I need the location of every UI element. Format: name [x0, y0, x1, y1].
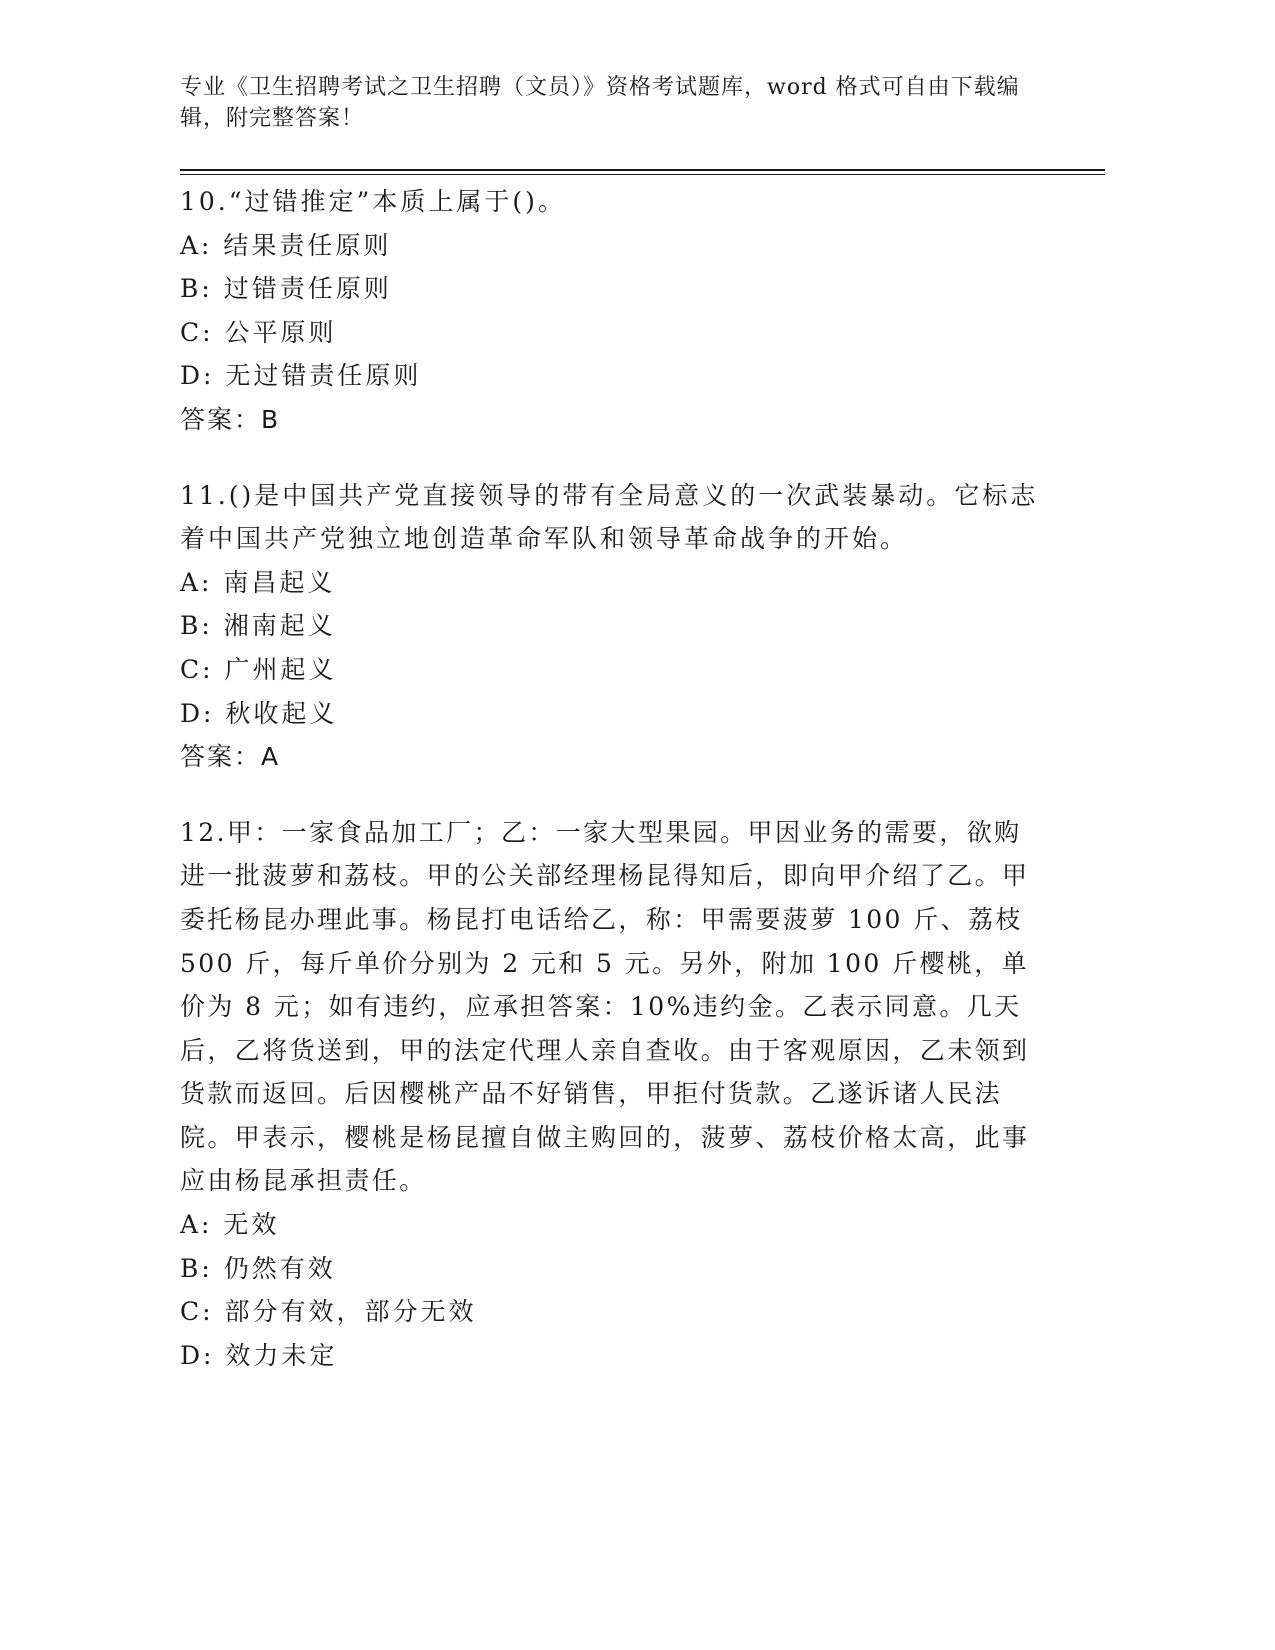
option-c: C: 广州起义: [180, 654, 337, 684]
option-a: A: 结果责任原则: [180, 230, 392, 260]
option-b: B: 湘南起义: [180, 611, 336, 641]
question-list: [180, 180, 1040, 1409]
option-d: D: 效力未定: [180, 1340, 338, 1370]
option-d: D: 无过错责任原则: [180, 361, 422, 391]
question-text: 12.甲：一家食品加工厂；乙：一家大型果园。甲因业务的需要，欲购进一批菠萝和荔枝。甲的公关部经理杨昆得知后，即向甲介绍了乙。甲委托杨昆办理此事。杨昆打电话给乙，称：甲需要菠萝 100 斤、荔枝 500 斤，每斤单价分别为 2 元和 5 元。另外，附加 100 斤樱桃，单价为 8 元；如有违约，应承担答案：10%违约金。乙表示同意。几天后，乙将货送到，甲的法定代理人亲自查收。由于客观原因，乙未领到货款而返回。后因樱桃产品不好销售，甲拒付货款。乙遂诉诸人民法院。甲表示，樱桃是杨昆擅自做主购回的，菠萝、荔枝价格太高，此事应由杨昆承担责任。: [180, 817, 1030, 1196]
question-11: [180, 474, 1040, 779]
option-c: C: 公平原则: [180, 317, 337, 347]
question-12: [180, 811, 1040, 1378]
answer: 答案：B: [180, 404, 281, 434]
question-text: 11.()是中国共产党直接领导的带有全局意义的一次武装暴动。它标志着中国共产党独立地创造革命军队和领导革命战争的开始。: [180, 480, 1039, 554]
header-divider-thick: [180, 169, 1105, 171]
option-d: D: 秋收起义: [180, 698, 338, 728]
option-c: C: 部分有效，部分无效: [180, 1297, 477, 1327]
document-header: 专业《卫生招聘考试之卫生招聘（文员）》资格考试题库，word 格式可自由下载编辑，附完整答案！: [180, 75, 1020, 131]
option-a: A: 无效: [180, 1210, 280, 1240]
answer: 答案：A: [180, 742, 281, 772]
option-b: B: 过错责任原则: [180, 274, 392, 304]
option-a: A: 南昌起义: [180, 567, 336, 597]
option-b: B: 仍然有效: [180, 1253, 336, 1283]
header-divider-thin: [180, 174, 1105, 175]
question-10: [180, 180, 1040, 442]
question-text: 10.“过错推定”本质上属于()。: [180, 187, 566, 216]
